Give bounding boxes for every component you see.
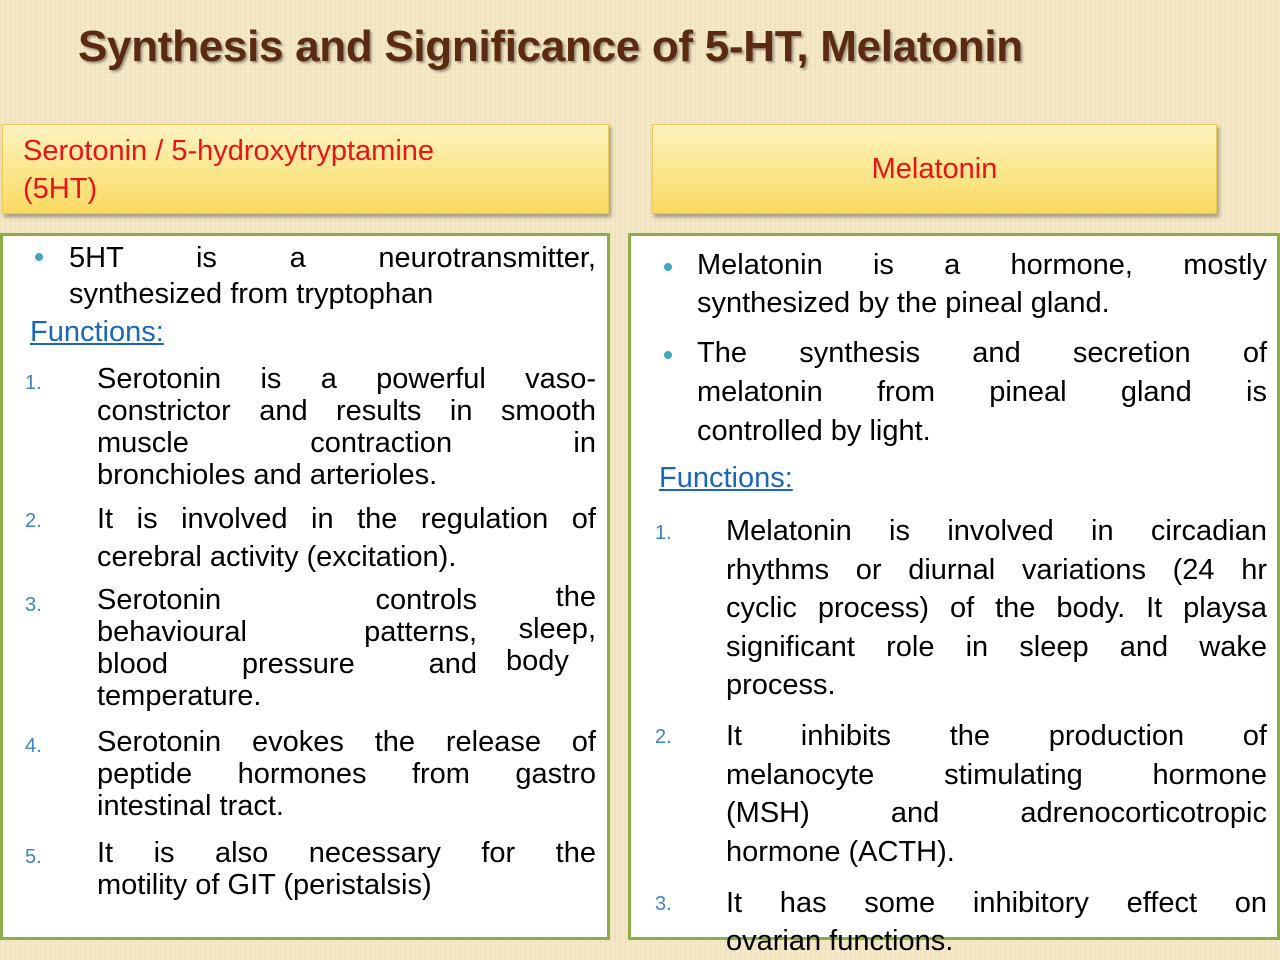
teal-dot-bullet-icon — [35, 253, 43, 261]
item-line: temperature. — [97, 680, 262, 712]
item-line: ovarian functions. — [726, 925, 954, 957]
serotonin-intro-bullet — [69, 240, 596, 312]
serotonin-function-3-left — [97, 584, 477, 712]
serotonin-function-4 — [97, 726, 596, 822]
item-line: constrictor and results in smooth — [97, 395, 596, 427]
list-number: 1. — [25, 372, 42, 394]
bullet-line: Melatonin is a hormone, mostly — [697, 249, 1267, 281]
item-line: peptide hormones from gastro — [97, 758, 596, 790]
list-number: 3. — [25, 594, 42, 616]
serotonin-function-3-right — [506, 581, 596, 677]
item-line: cyclic process) of the body. It playsa — [726, 592, 1267, 624]
list-number: 2. — [655, 726, 672, 748]
melatonin-functions-label: Functions: — [659, 462, 793, 494]
list-number: 4. — [25, 735, 42, 757]
slide-title: Synthesis and Significance of 5-HT, Melatonin — [78, 22, 1023, 71]
melatonin-panel — [628, 233, 1280, 957]
item-line: It has some inhibitory effect on — [726, 887, 1267, 919]
item-line: (MSH) and adrenocorticotropic — [726, 797, 1267, 829]
item-line: process. — [726, 669, 836, 701]
serotonin-header-line2: (5HT) — [23, 173, 98, 205]
item-line: significant role in sleep and wake — [726, 630, 1267, 663]
item-line: Serotonin evokes the release of — [97, 726, 596, 758]
bullet-line: controlled by light. — [697, 415, 931, 447]
item-line: muscle contraction in — [97, 427, 596, 459]
item-line: motility of GIT (peristalsis) — [97, 869, 432, 901]
bullet-line: 5HT is a neurotransmitter, — [69, 242, 596, 274]
bullet-line: melatonin from pineal gland is — [697, 376, 1267, 408]
serotonin-header-line1: Serotonin / 5-hydroxytryptamine — [23, 135, 435, 167]
list-number: 3. — [655, 893, 672, 915]
item-line: It inhibits the production of — [726, 720, 1267, 752]
serotonin-function-1 — [97, 363, 596, 491]
item-line: sleep, — [518, 613, 596, 645]
item-line: Serotonin controls — [97, 584, 477, 616]
melatonin-function-3 — [726, 884, 1267, 960]
item-line: hormone (ACTH). — [726, 835, 955, 868]
melatonin-function-2 — [726, 717, 1267, 871]
item-line: behavioural patterns, — [97, 616, 477, 648]
teal-dot-bullet-icon — [664, 263, 672, 271]
item-line: Melatonin is involved in circadian — [726, 515, 1267, 547]
bullet-line: The synthesis and secretion of — [697, 337, 1267, 369]
item-line: It is also necessary for the — [97, 837, 596, 869]
bullet-line: synthesized from tryptophan — [69, 278, 434, 310]
item-line: cerebral activity (excitation). — [97, 541, 457, 573]
item-line: the — [555, 581, 596, 613]
list-number: 5. — [25, 846, 42, 868]
list-number: 2. — [25, 510, 42, 532]
serotonin-functions-label: Functions: — [30, 316, 164, 348]
melatonin-intro-bullet-1 — [697, 246, 1267, 322]
serotonin-function-2 — [97, 500, 596, 576]
bullet-line: synthesized by the pineal gland. — [697, 287, 1110, 319]
item-line: rhythms or diurnal variations (24 hr — [726, 553, 1267, 586]
melatonin-intro-bullet-2 — [697, 334, 1267, 451]
serotonin-header — [2, 124, 609, 214]
teal-dot-bullet-icon — [664, 351, 672, 359]
item-line: Serotonin is a powerful vaso- — [97, 363, 596, 395]
item-line: melanocyte stimulating hormone — [726, 758, 1267, 791]
item-line: bronchioles and arterioles. — [97, 459, 438, 491]
serotonin-function-5 — [97, 837, 596, 901]
serotonin-panel — [0, 233, 610, 940]
item-line: intestinal tract. — [97, 790, 284, 822]
melatonin-header-label: Melatonin — [871, 152, 998, 185]
melatonin-function-1 — [726, 512, 1267, 705]
list-number: 1. — [655, 522, 672, 544]
item-line: body — [506, 645, 569, 677]
melatonin-header — [652, 124, 1217, 214]
item-line: It is involved in the regulation of — [97, 503, 596, 535]
item-line: blood pressure and — [97, 648, 477, 680]
